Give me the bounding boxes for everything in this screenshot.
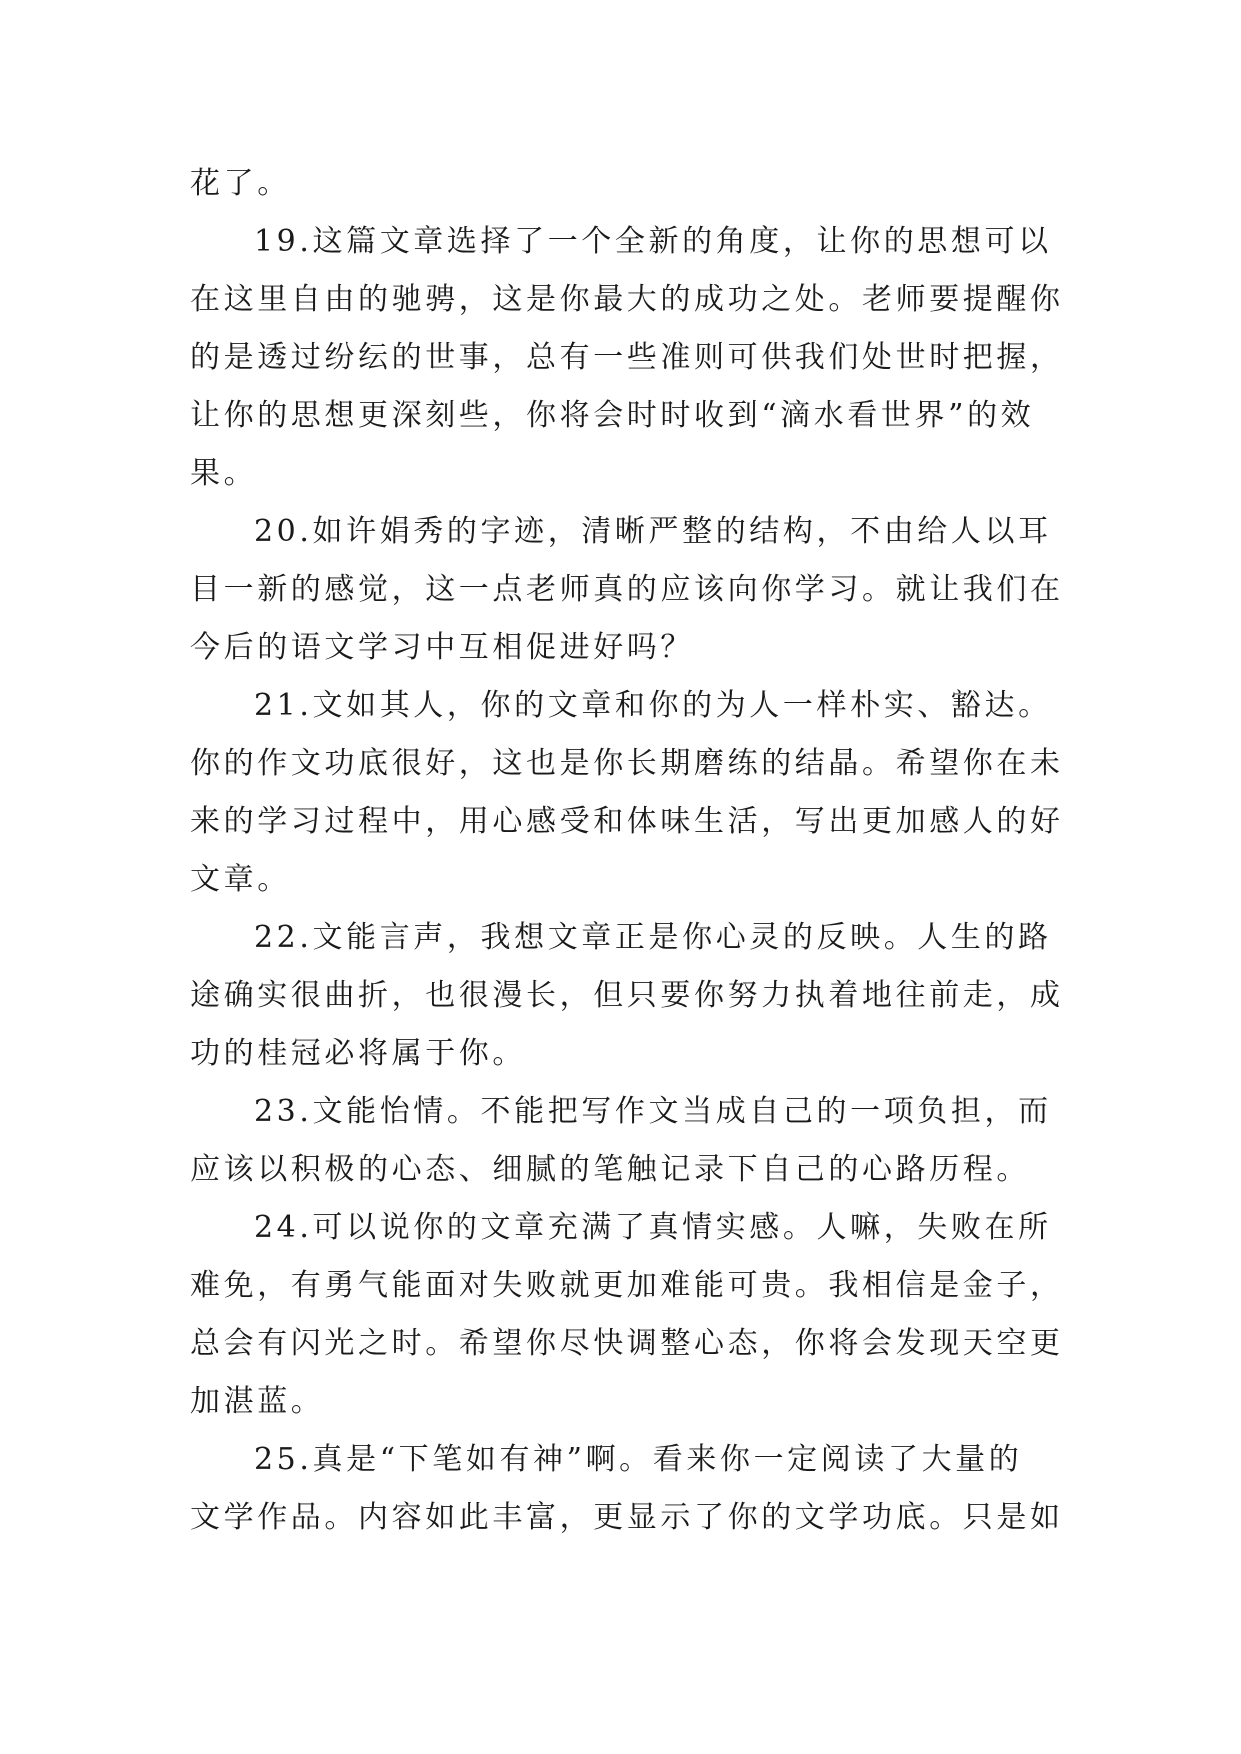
text-line: 功的桂冠必将属于你。 [190, 1036, 526, 1071]
text-line: 途确实很曲折，也很漫长，但只要你努力执着地往前走，成 [190, 978, 1064, 1013]
text-line: 让你的思想更深刻些，你将会时时收到“滴水看世界”的效 [190, 398, 1035, 433]
text-line: 花了。 [190, 166, 291, 201]
text-line: 文章。 [190, 862, 291, 897]
paragraph-20-start: 20.如许娟秀的字迹，清晰严整的结构，不由给人以耳 [254, 514, 1052, 549]
text-line: 的是透过纷纭的世事，总有一些准则可供我们处世时把握， [190, 340, 1064, 375]
text-line: 在这里自由的驰骋，这是你最大的成功之处。老师要提醒你 [190, 282, 1064, 317]
text-line: 果。 [190, 456, 258, 491]
text-line: 你的作文功底很好，这也是你长期磨练的结晶。希望你在未 [190, 746, 1064, 781]
body-text [190, 155, 1064, 1547]
paragraph-21-start: 21.文如其人，你的文章和你的为人一样朴实、豁达。 [254, 688, 1052, 723]
text-line: 应该以积极的心态、细腻的笔触记录下自己的心路历程。 [190, 1152, 1030, 1187]
text-line: 来的学习过程中，用心感受和体味生活，写出更加感人的好 [190, 804, 1064, 839]
paragraph-22-start: 22.文能言声，我想文章正是你心灵的反映。人生的路 [254, 920, 1052, 955]
text-line: 加湛蓝。 [190, 1384, 325, 1419]
text-line: 文学作品。内容如此丰富，更显示了你的文学功底。只是如 [190, 1500, 1064, 1535]
text-line: 难免，有勇气能面对失败就更加难能可贵。我相信是金子， [190, 1268, 1064, 1303]
paragraph-19-start: 19.这篇文章选择了一个全新的角度，让你的思想可以 [254, 224, 1052, 259]
paragraph-23-start: 23.文能怡情。不能把写作文当成自己的一项负担，而 [254, 1094, 1052, 1129]
text-line: 目一新的感觉，这一点老师真的应该向你学习。就让我们在 [190, 572, 1064, 607]
paragraph-24-start: 24.可以说你的文章充满了真情实感。人嘛，失败在所 [254, 1210, 1052, 1245]
text-line: 今后的语文学习中互相促进好吗？ [190, 630, 694, 665]
paragraph-25-start: 25.真是“下笔如有神”啊。看来你一定阅读了大量的 [254, 1442, 1023, 1477]
text-line: 总会有闪光之时。希望你尽快调整心态，你将会发现天空更 [190, 1326, 1064, 1361]
